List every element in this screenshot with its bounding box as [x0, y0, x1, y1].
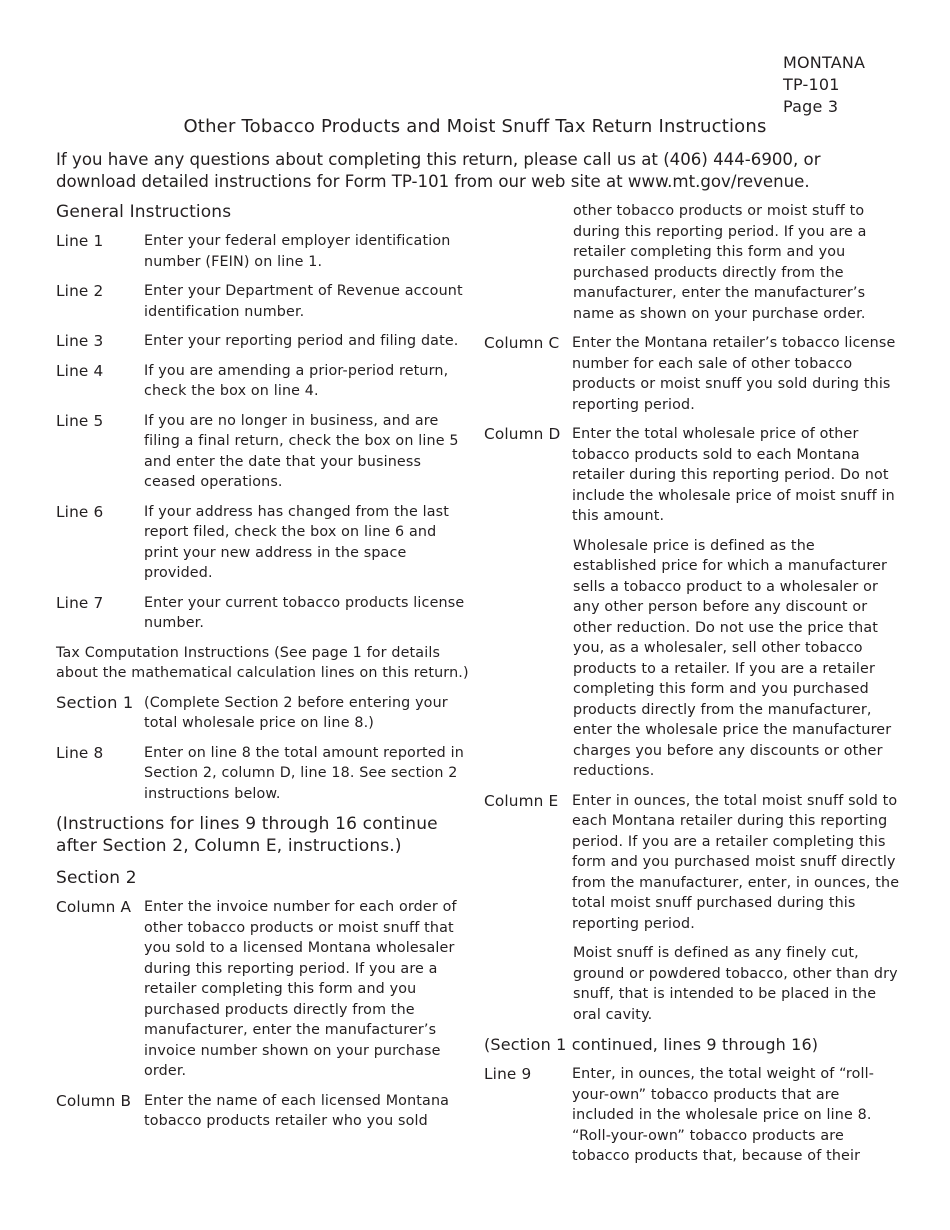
entry-label: Column C: [484, 334, 560, 352]
entry-label: Column B: [56, 1091, 132, 1110]
line-5-entry: [56, 411, 470, 493]
entry-label: Line 6: [56, 502, 104, 521]
entry-text: Enter the Montana retailer’s tobacco license number for each sale of other tobacco products or moist snuff you sold during this reporting period.: [572, 335, 896, 413]
line-2-entry: [56, 281, 470, 322]
entry-text: Enter your federal employer identification number (FEIN) on line 1.: [144, 233, 451, 270]
entry-text: Enter in ounces, the total moist snuff sold to each Montana retailer during this reporting period. If you are a retailer completing this form and you purchased moist snuff directly from the manufacturer, enter, in ounces, the total moist snuff purchased during this reporting period.: [572, 792, 900, 932]
entry-label: Column A: [56, 898, 132, 916]
wholesale-price-definition: Wholesale price is defined as the established price for which a manufacturer sells a tobacco product to a wholesaler or any other person before any discount or other reduction. Do not use the price that you, as a wholesaler, sell other tobacco products to a retailer. If you are a retailer completing this form and you purchased products directly from the manufacturer, enter the wholesale price the manufacturer charges you before any discounts or other reductions.: [573, 537, 892, 779]
entry-text: Enter your current tobacco products license number.: [144, 594, 465, 631]
line-4-entry: [56, 361, 470, 402]
column-b-entry: [56, 1091, 470, 1132]
section-2-heading: Section 2: [56, 868, 137, 888]
column-b-continued-text: other tobacco products or moist stuff to during this reporting period. If you are a retailer completing this form and you purchased products directly from the manufacturer, enter the manufacturer’s name as shown on your purchase order.: [573, 203, 867, 322]
continue-note: (Instructions for lines 9 through 16 continue after Section 2, Column E, instructions.): [56, 814, 438, 856]
entry-label: Line 3: [56, 332, 104, 350]
line-7-entry: [56, 593, 470, 634]
entry-text: If your address has changed from the last report filed, check the box on line 6 and print your new address in the space provided.: [144, 503, 450, 581]
entry-label: Column D: [484, 425, 561, 443]
entry-text: Enter on line 8 the total amount reported in Section 2, column D, line 18. See section 2 instructions below.: [144, 744, 464, 802]
entry-label: Line 9: [484, 1065, 532, 1083]
entry-text: Enter your Department of Revenue account identification number.: [144, 283, 463, 320]
moist-snuff-definition: Moist snuff is defined as any finely cut, ground or powdered tobacco, other than dry snuff, that is intended to be placed in the oral cavity.: [573, 945, 898, 1023]
line-1-entry: [56, 231, 470, 272]
line-8-entry: [56, 743, 470, 805]
entry-label: Line 1: [56, 232, 104, 250]
line-3-entry: [56, 331, 470, 352]
entry-text: If you are amending a prior-period return, check the box on line 4.: [144, 362, 449, 399]
header-page-number: Page 3: [783, 97, 839, 116]
entry-text: (Complete Section 2 before entering your total wholesale price on line 8.): [144, 694, 448, 731]
entry-label: Column E: [484, 791, 559, 810]
entry-text: Enter, in ounces, the total weight of “roll-your-own” tobacco products that are included in the wholesale price on line 8. “Roll-your-own” tobacco products are tobacco products that, because of their: [572, 1066, 875, 1164]
general-instructions-heading: General Instructions: [56, 202, 232, 222]
entry-text: Enter the invoice number for each order of other tobacco products or moist snuff that you sold to a licensed Montana wholesaler during this reporting period. If you are a retailer completing this form and you purchased products directly from the manufacturer, enter the manufacturer’s invoice number shown on your purchase order.: [144, 899, 457, 1079]
entry-label: Line 7: [56, 593, 104, 612]
left-column: [56, 201, 470, 1141]
column-c-entry: [484, 333, 900, 415]
section-1-continued-note: (Section 1 continued, lines 9 through 16): [484, 1035, 819, 1054]
intro-paragraph: If you have any questions about completing this return, please call us at (406) 444-6900, or download detailed instructions for Form TP-101 from our web site at www.mt.gov/revenue.: [56, 150, 821, 191]
entry-text: Enter your reporting period and filing date.: [144, 333, 459, 349]
entry-text: Enter the total wholesale price of other tobacco products sold to each Montana retailer during this reporting period. Do not include the wholesale price of moist snuff in this amount.: [572, 426, 895, 524]
header-form-number: TP-101: [783, 75, 840, 94]
entry-text: Enter the name of each licensed Montana tobacco products retailer who you sold: [144, 1092, 450, 1129]
entry-label: Line 4: [56, 361, 104, 380]
entry-label: Line 2: [56, 282, 104, 300]
entry-label: Line 5: [56, 411, 104, 430]
column-d-entry: [484, 424, 900, 527]
entry-label: Line 8: [56, 743, 104, 762]
header-state: MONTANA: [783, 53, 866, 72]
right-column: [484, 201, 900, 1176]
line-6-entry: [56, 502, 470, 584]
column-a-entry: [56, 897, 470, 1082]
column-e-entry: [484, 791, 900, 935]
line-9-entry: [484, 1064, 900, 1167]
section-1-entry: [56, 693, 470, 734]
form-header: [783, 52, 923, 118]
entry-label: Section 1: [56, 692, 134, 712]
tax-computation-note: Tax Computation Instructions (See page 1 for details about the mathematical calculation lines on this return.): [56, 644, 469, 681]
entry-text: If you are no longer in business, and are filing a final return, check the box on line 5 and enter the date that your business ceased operations.: [144, 412, 459, 490]
page-title: Other Tobacco Products and Moist Snuff Tax Return Instructions: [183, 116, 767, 137]
